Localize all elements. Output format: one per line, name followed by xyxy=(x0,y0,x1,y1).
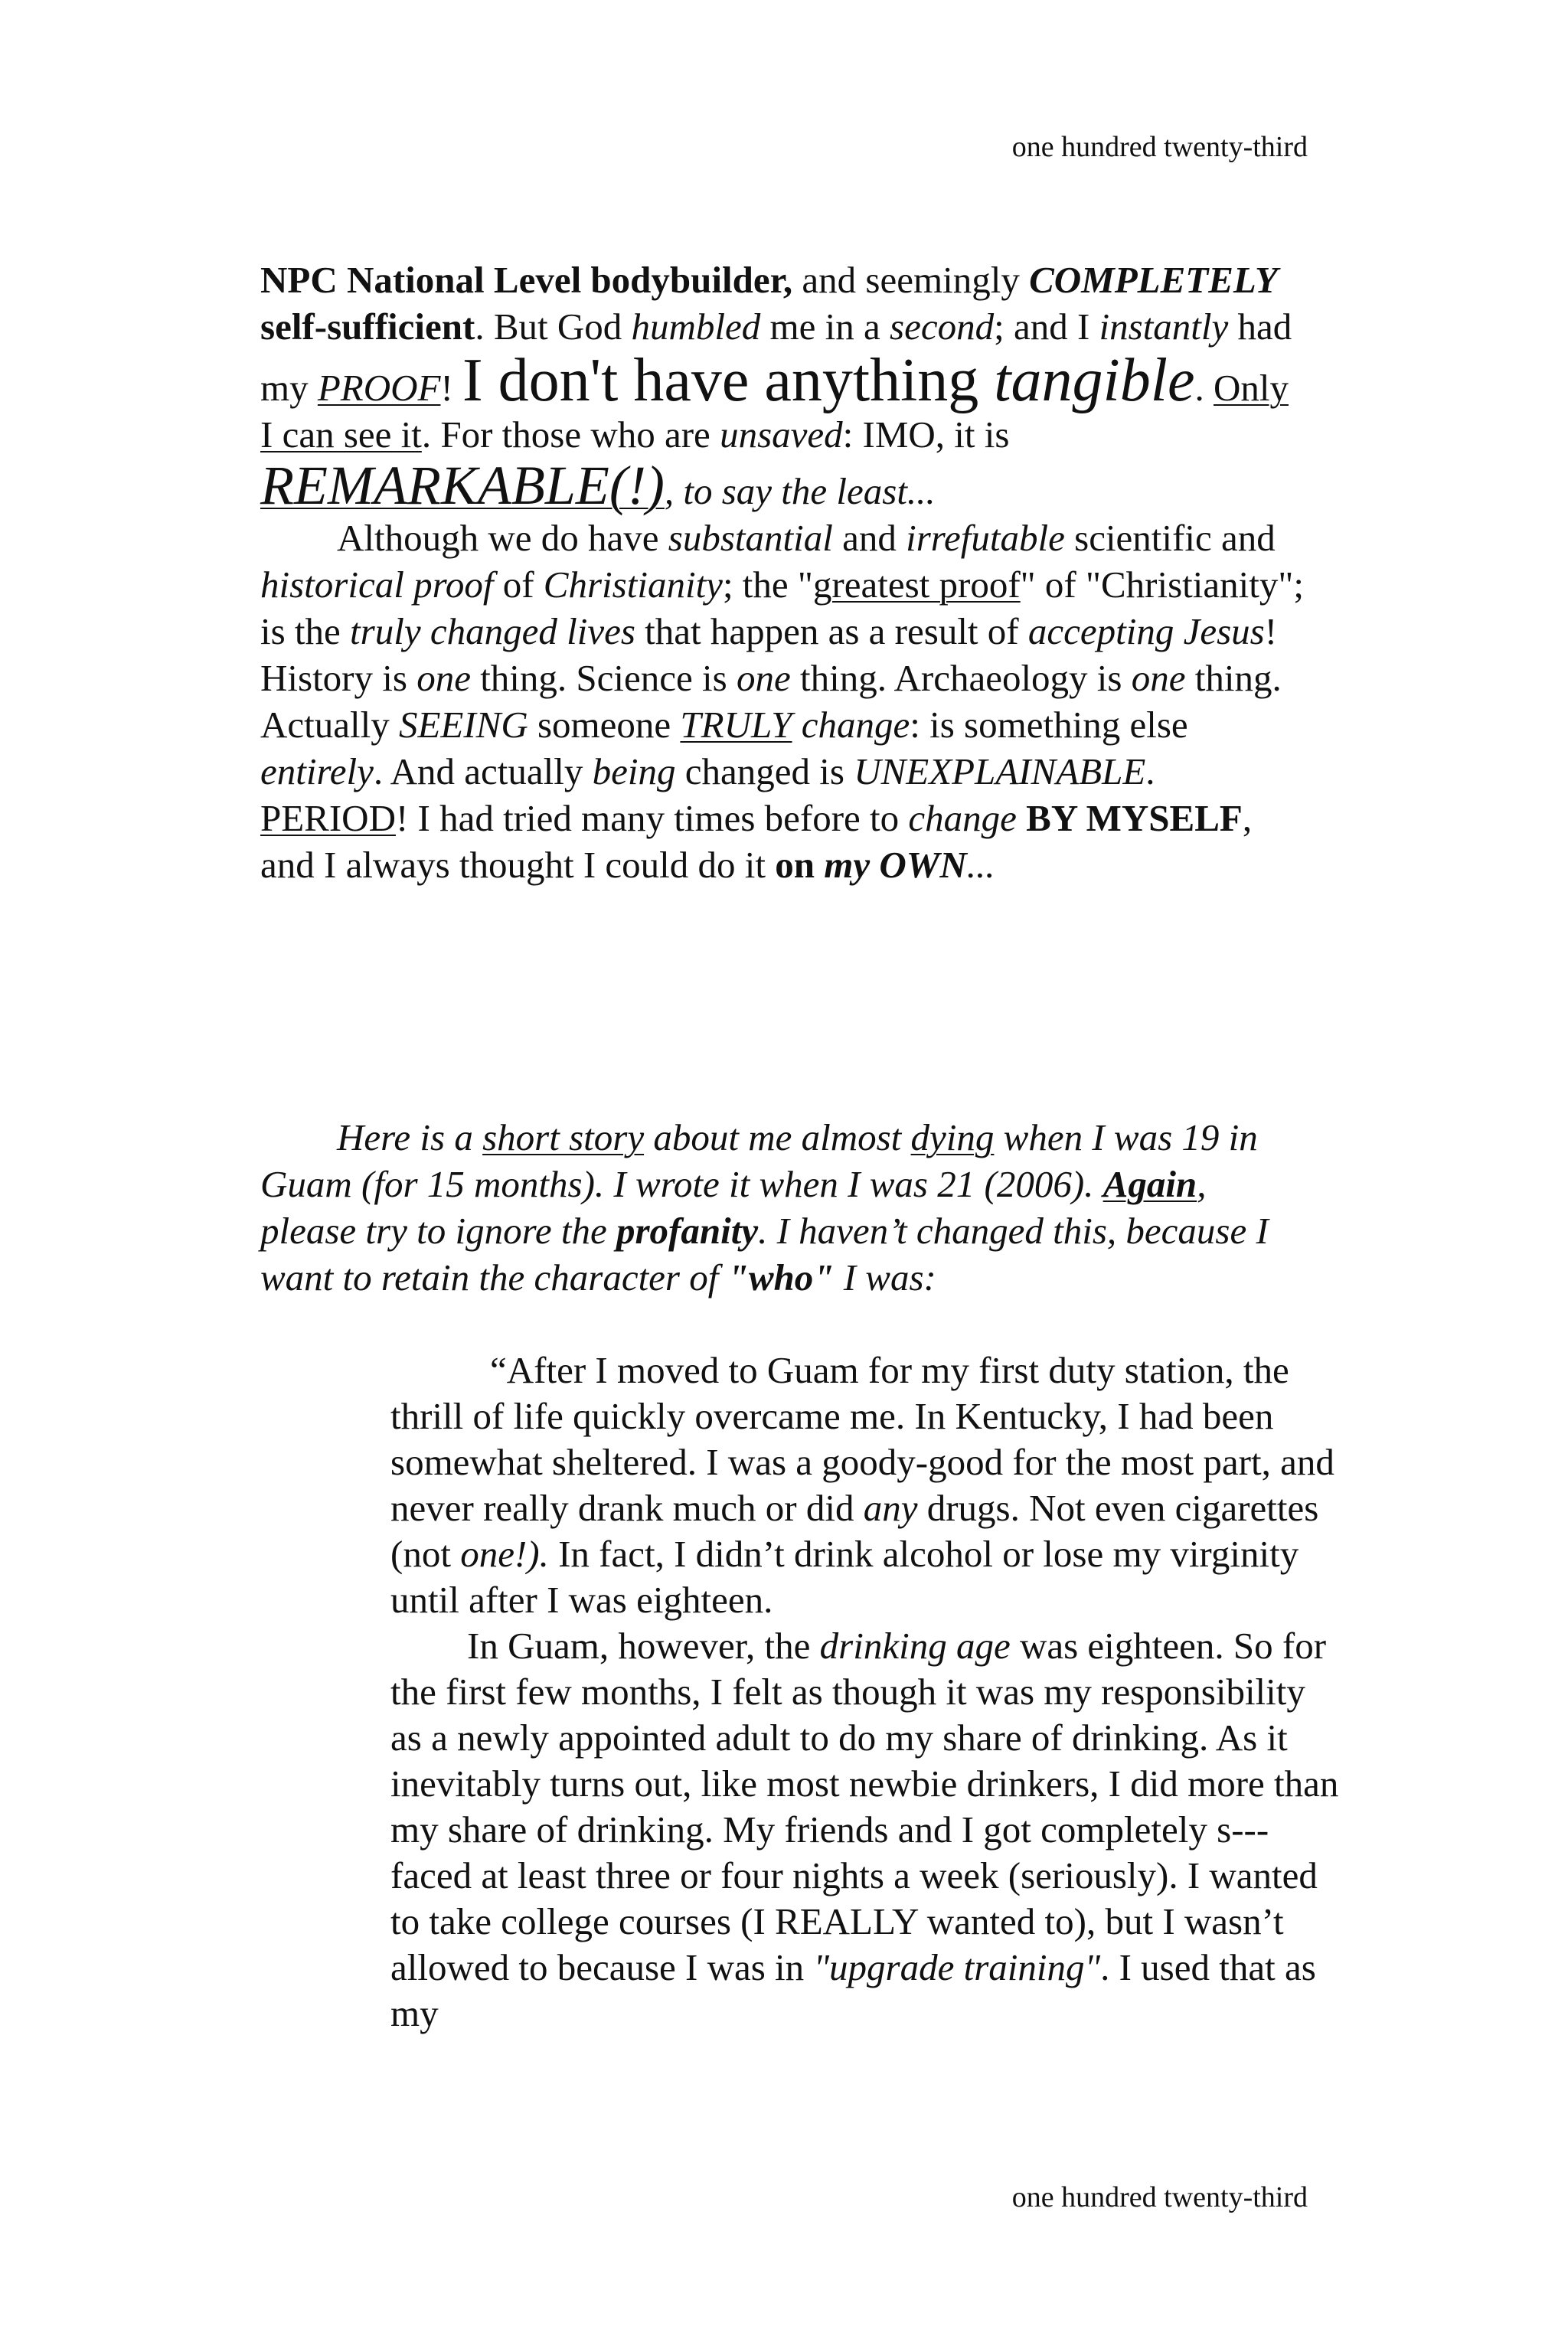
text-run: profanity xyxy=(616,1210,759,1252)
text-run: , to say the least... xyxy=(664,470,936,512)
text-run: " of "Christianity"; is the xyxy=(260,564,1304,652)
text-run: COMPLETELY xyxy=(1029,259,1278,301)
text-run: self-sufficient xyxy=(260,305,475,348)
text-run: was eighteen. So for the first few months, I felt as though it was my responsibility as a newly appointed adult to do my share of drinking. As it inevitably turns out, like most newbie drinkers, I did more than my share of drinking. My friends and I got completely s---faced at least three or four nights a week (seriously). I wanted to take college courses (I REALLY wanted to), but I wasn’t allowed to because I was in xyxy=(390,1625,1339,1988)
text-run: scientific and xyxy=(1064,517,1276,559)
large-text-run: I don't have anything xyxy=(462,347,995,414)
text-run: change xyxy=(908,797,1017,839)
text-run: and seemingly xyxy=(792,259,1030,301)
text-run: second xyxy=(890,305,995,348)
running-footer: one hundred twenty-third xyxy=(1011,2181,1308,2213)
story-intro xyxy=(260,1114,1308,1301)
paragraph-1 xyxy=(260,256,1308,514)
text-run: one xyxy=(736,657,791,699)
text-run: UNEXPLAINABLE xyxy=(854,750,1146,792)
text-run: someone xyxy=(528,704,681,746)
text-run: and xyxy=(832,517,906,559)
main-text xyxy=(260,256,1308,888)
text-run: unsaved xyxy=(720,413,843,456)
text-run: BY MYSELF xyxy=(1026,797,1243,839)
text-run xyxy=(792,704,802,746)
text-run: ! xyxy=(440,367,463,409)
text-run: my OWN xyxy=(824,844,967,886)
text-run: ! I had tried many times before to xyxy=(395,797,909,839)
text-run: change xyxy=(801,704,910,746)
text-run: of xyxy=(493,564,544,606)
text-run: NPC National Level bodybuilder, xyxy=(260,259,793,301)
text-run: , and I always thought I could do it xyxy=(260,797,1253,886)
text-run: . For those who are xyxy=(421,413,720,456)
text-run: ; the " xyxy=(722,564,813,606)
quote-paragraph-1 xyxy=(390,1348,1340,1623)
text-run: thing. Archaeology is xyxy=(790,657,1132,699)
text-run: . But God xyxy=(475,305,632,348)
text-run: . And actually xyxy=(373,750,593,792)
text-run: I was: xyxy=(834,1256,936,1298)
text-run: PERIOD xyxy=(260,797,396,839)
text-run: Although we do have xyxy=(337,517,668,559)
text-run: . xyxy=(1145,750,1155,792)
text-run: : is something else xyxy=(910,704,1188,746)
text-run: drugs. Not even cigarettes (not xyxy=(390,1487,1319,1575)
text-run: Here is a xyxy=(337,1116,483,1158)
text-run: dying xyxy=(910,1116,995,1158)
text-run: entirely xyxy=(260,750,374,792)
text-run: "who" xyxy=(727,1256,835,1298)
text-run: me in a xyxy=(760,305,890,348)
text-run: when I was 19 in Guam (for 15 months). I wrote it when I was 21 (2006). xyxy=(260,1116,1258,1205)
text-run: on xyxy=(775,844,815,886)
text-run: ... xyxy=(966,844,995,886)
text-run: any xyxy=(863,1487,918,1529)
text-run: TRULY xyxy=(680,704,792,746)
text-run: irrefutable xyxy=(906,517,1065,559)
text-run: thing. Actually xyxy=(260,657,1282,746)
text-run: truly changed lives xyxy=(350,610,635,652)
text-run: changed is xyxy=(675,750,854,792)
text-run: drinking age xyxy=(819,1625,1011,1667)
text-run: about me almost xyxy=(644,1116,911,1158)
text-run: In fact, I didn’t drink alcohol or lose my virginity until after I was eighteen. xyxy=(390,1533,1299,1621)
text-run: one!). xyxy=(460,1533,549,1575)
text-run: substantial xyxy=(668,517,833,559)
text-run: ; and I xyxy=(994,305,1099,348)
text-run: accepting Jesus xyxy=(1027,610,1265,652)
text-run: thing. Science is xyxy=(470,657,737,699)
text-run: being xyxy=(592,750,676,792)
text-run: : IMO, it is xyxy=(842,413,1010,456)
paragraph-2 xyxy=(260,514,1308,888)
text-run: greatest proof xyxy=(812,564,1021,606)
text-run: had my xyxy=(260,305,1292,409)
text-run: one xyxy=(416,657,471,699)
quote-paragraph-2 xyxy=(390,1623,1340,2037)
text-run: In Guam, however, the xyxy=(467,1625,820,1667)
text-run: historical proof xyxy=(260,564,494,606)
running-header: one hundred twenty-third xyxy=(1011,131,1308,163)
text-run: that happen as a result of xyxy=(635,610,1028,652)
story-intro-paragraph xyxy=(260,1114,1308,1301)
text-run: . I haven’t changed this, because I want to retain the character of xyxy=(260,1210,1269,1298)
text-run: PROOF xyxy=(317,367,441,409)
text-run: "upgrade training" xyxy=(813,1946,1101,1988)
text-run: Christianity xyxy=(543,564,723,606)
large-text-run: tangible xyxy=(994,347,1195,414)
block-quote xyxy=(390,1348,1340,2037)
text-run: humbled xyxy=(631,305,761,348)
text-run: “After I moved to Guam for my first duty station, the thrill of life quickly overcame me. In Kentucky, I had been somewhat sheltered. I was a goody-good for the most part, and never really drank much or did xyxy=(390,1349,1334,1529)
text-run: one xyxy=(1131,657,1186,699)
text-run: . xyxy=(1194,367,1214,409)
text-run: Again xyxy=(1102,1163,1197,1205)
text-run: , please try to ignore the xyxy=(260,1163,1207,1252)
text-run xyxy=(815,844,824,886)
text-run: Only I can see it xyxy=(260,367,1289,456)
text-run: SEEING xyxy=(398,704,528,746)
text-run: instantly xyxy=(1099,305,1229,348)
text-run: . I used that as my xyxy=(390,1946,1316,2034)
text-run xyxy=(1017,797,1026,839)
large-text-run: REMARKABLE(!) xyxy=(260,455,665,516)
text-run: short story xyxy=(482,1116,645,1158)
text-run: ! History is xyxy=(260,610,1278,699)
